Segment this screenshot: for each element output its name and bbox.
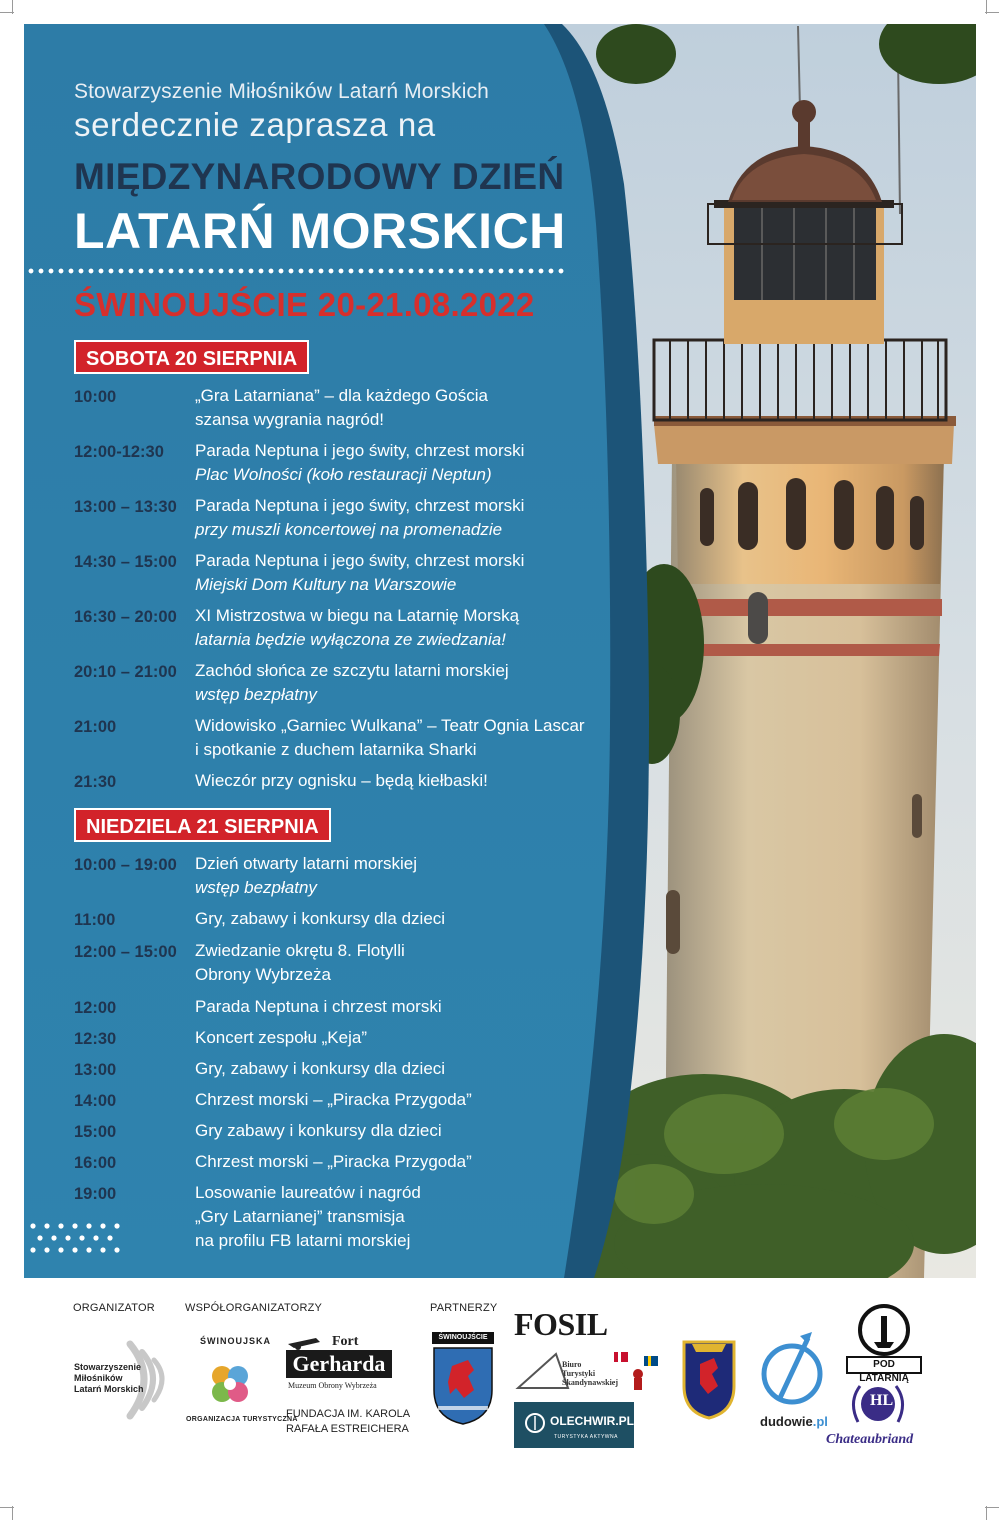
crop-mark	[985, 1507, 999, 1508]
event-time: 19:00	[74, 1185, 117, 1203]
event-subline: i spotkanie z duchem latarnika Sharki	[195, 740, 477, 759]
event-description	[195, 995, 442, 1019]
event-line: Zachód słońca ze szczytu latarni morskiej	[195, 661, 509, 680]
fort-gerharda-logo	[286, 1334, 394, 1398]
schedule-row	[74, 852, 634, 907]
chateaubriand-logo	[826, 1382, 930, 1454]
event-description	[195, 494, 524, 542]
event-time: 12:00 – 15:00	[74, 943, 177, 961]
naval-badge-icon	[678, 1336, 740, 1422]
schedule-row	[74, 1088, 634, 1119]
biuro-line: Skandynawskiej	[562, 1378, 619, 1387]
schedule-row	[74, 1057, 634, 1088]
hl-monogram: HL	[870, 1392, 894, 1409]
crop-mark	[986, 1506, 987, 1520]
event-time: 21:30	[74, 773, 117, 791]
event-line: Parada Neptuna i jego świty, chrzest morski	[195, 496, 525, 515]
organizer-label: ORGANIZATOR	[73, 1302, 155, 1314]
foundation-line-2: RAFAŁA ESTREICHERA	[286, 1423, 409, 1435]
schedule-row	[74, 384, 634, 439]
event-line: Zwiedzanie okrętu 8. Flotylli	[195, 941, 405, 960]
event-subline: szansa wygrania nagród!	[195, 410, 385, 429]
saturday-schedule	[74, 384, 634, 803]
event-subline: Obrony Wybrzeża	[195, 965, 331, 984]
olechwir-logo	[514, 1402, 634, 1448]
event-subline: na profilu FB latarni morskiej	[195, 1231, 411, 1250]
event-time: 12:00-12:30	[74, 443, 164, 461]
event-description	[195, 907, 445, 931]
cannon-icon	[286, 1334, 334, 1350]
schedule-row	[74, 659, 634, 714]
organizer-name-line: Stowarzyszenie	[74, 1362, 142, 1372]
event-subline: latarnia będzie wyłączona ze zwiedzania!	[195, 630, 506, 649]
schedule-row	[74, 1119, 634, 1150]
event-time: 16:30 – 20:00	[74, 608, 177, 626]
event-line: Wieczór przy ognisku – będą kiełbaski!	[195, 771, 488, 790]
crest-caption: ŚWINOUJŚCIE	[432, 1332, 494, 1344]
event-description	[195, 714, 585, 762]
event-line: XI Mistrzostwa w biegu na Latarnię Morską	[195, 606, 520, 625]
event-time: 14:30 – 15:00	[74, 553, 177, 571]
anchor-circle-icon	[756, 1328, 828, 1412]
event-subline: wstęp bezpłatny	[195, 685, 317, 704]
event-time: 13:00	[74, 1061, 117, 1079]
event-description	[195, 852, 417, 900]
event-description	[195, 1150, 472, 1174]
event-line: Parada Neptuna i chrzest morski	[195, 997, 442, 1016]
event-subline: Miejski Dom Kultury na Warszowie	[195, 575, 457, 594]
schedule-row	[74, 714, 634, 769]
event-description	[195, 939, 405, 987]
organizer-name-line: Latarń Morskich	[74, 1384, 144, 1394]
pod-latarnia-logo	[846, 1302, 922, 1382]
schedule-row	[74, 939, 634, 995]
event-description	[195, 1088, 472, 1112]
schedule-row	[74, 604, 634, 659]
foundation-line-1: FUNDACJA IM. KAROLA	[286, 1408, 411, 1420]
dudowie-main: dudowie	[760, 1414, 813, 1429]
schedule-row	[74, 494, 634, 549]
schedule-row	[74, 549, 634, 604]
event-description	[195, 659, 509, 707]
swinoujscie-crest	[432, 1332, 494, 1426]
event-description	[195, 384, 488, 432]
swinoujska-arc-bottom: ORGANIZACJA TURYSTYCZNA	[186, 1416, 298, 1423]
crop-mark	[12, 1506, 13, 1520]
event-line: Gry, zabawy i konkursy dla dzieci	[195, 1059, 446, 1078]
dudowie-logo	[756, 1328, 828, 1432]
griffin-shield-icon	[432, 1346, 494, 1426]
crop-mark	[986, 0, 987, 14]
pod-latarnia-label: POD LATARNIĄ	[846, 1356, 922, 1374]
event-time: 13:00 – 13:30	[74, 498, 177, 516]
event-description	[195, 1181, 421, 1253]
event-description	[195, 769, 488, 793]
event-description	[195, 549, 524, 597]
event-time: 12:00	[74, 999, 117, 1017]
schedule-row	[74, 1150, 634, 1181]
swinoujska-arc-top: ŚWINOUJSKA	[200, 1336, 272, 1346]
event-time: 12:30	[74, 1030, 117, 1048]
fosil-logo: FOSIL	[514, 1306, 608, 1342]
event-line: „Gra Latarniana” – dla każdego Gościa	[195, 386, 488, 405]
olechwir-name: OLECHWIR.PL	[550, 1414, 634, 1428]
event-description	[195, 439, 524, 487]
dudowie-name	[760, 1414, 828, 1429]
event-description	[195, 1119, 442, 1143]
event-time: 10:00	[74, 388, 117, 406]
biuro-line: Biuro	[562, 1360, 582, 1369]
event-line: Parada Neptuna i jego świty, chrzest morski	[195, 551, 525, 570]
organizer-name	[74, 1362, 144, 1395]
fort-subtitle: Muzeum Obrony Wybrzeża	[288, 1381, 377, 1390]
schedule-row	[74, 769, 634, 803]
event-line: Dzień otwarty latarni morskiej	[195, 854, 418, 873]
event-line: Koncert zespołu „Keja”	[195, 1028, 367, 1047]
event-line: Widowisko „Garniec Wulkana” – Teatr Ognia Lascar	[195, 716, 585, 735]
swinoujska-logo	[186, 1336, 298, 1428]
schedule-row	[74, 1181, 634, 1261]
title-line-1: MIĘDZYNARODOWY DZIEŃ	[74, 156, 565, 197]
dotted-divider	[26, 268, 566, 274]
event-time: 11:00	[74, 911, 116, 929]
saturday-label: SOBOTA 20 SIERPNIA	[74, 340, 309, 374]
crop-mark	[985, 12, 999, 13]
schedule-row	[74, 439, 634, 494]
organizer-line: Stowarzyszenie Miłośników Latarń Morskich	[74, 80, 489, 103]
event-line: Losowanie laureatów i nagród	[195, 1183, 421, 1202]
event-subline: Plac Wolności (koło restauracji Neptun)	[195, 465, 492, 484]
event-time: 14:00	[74, 1092, 117, 1110]
event-line: Gry zabawy i konkursy dla dzieci	[195, 1121, 442, 1140]
schedule-row	[74, 1026, 634, 1057]
organizer-name-line: Miłośników	[74, 1373, 123, 1383]
biuro-text	[562, 1360, 618, 1387]
crop-mark	[12, 0, 13, 14]
event-time: 21:00	[74, 718, 117, 736]
biuro-line: Turystyki	[562, 1369, 596, 1378]
event-subline: wstęp bezpłatny	[195, 878, 317, 897]
sunday-label: NIEDZIELA 21 SIERPNIA	[74, 808, 331, 842]
event-line: Gry, zabawy i konkursy dla dzieci	[195, 909, 446, 928]
schedule-row	[74, 995, 634, 1026]
event-subline: przy muszli koncertowej na promenadzie	[195, 520, 503, 539]
clover-logo-icon	[186, 1336, 274, 1428]
pod-latarnia-emblem-icon	[846, 1302, 922, 1360]
sunday-schedule	[74, 852, 634, 1261]
event-time: 15:00	[74, 1123, 117, 1141]
fort-small-label: Fort	[332, 1334, 359, 1349]
place-date: ŚWINOUJŚCIE 20-21.08.2022	[74, 286, 535, 323]
event-description	[195, 604, 519, 652]
event-subline: „Gry Latarnianej” transmisja	[195, 1207, 405, 1226]
olechwir-subtitle: TURYSTYKA AKTYWNA	[554, 1434, 618, 1440]
schedule-row	[74, 907, 634, 939]
event-time: 10:00 – 19:00	[74, 856, 177, 874]
organizer-logo	[70, 1338, 180, 1422]
event-description	[195, 1057, 445, 1081]
event-description	[195, 1026, 367, 1050]
compass-icon	[524, 1412, 546, 1434]
event-line: Chrzest morski – „Piracka Przygoda”	[195, 1090, 472, 1109]
invite-line: serdecznie zaprasza na	[74, 106, 436, 143]
event-time: 16:00	[74, 1154, 117, 1172]
chateaubriand-name: Chateaubriand	[826, 1432, 914, 1447]
event-time: 20:10 – 21:00	[74, 663, 177, 681]
poster-content	[24, 24, 624, 1278]
event-line: Parada Neptuna i jego świty, chrzest morski	[195, 441, 525, 460]
coorganizers-label: WSPÓŁORGANIZATORZY	[185, 1302, 323, 1314]
event-line: Chrzest morski – „Piracka Przygoda”	[195, 1152, 472, 1171]
title-line-2: LATARŃ MORSKICH	[74, 203, 566, 259]
fort-name: Gerharda	[286, 1350, 392, 1378]
partners-label: PARTNERZY	[430, 1302, 498, 1314]
dudowie-suffix: .pl	[812, 1414, 828, 1429]
biuro-turystyki-logo	[514, 1348, 664, 1394]
